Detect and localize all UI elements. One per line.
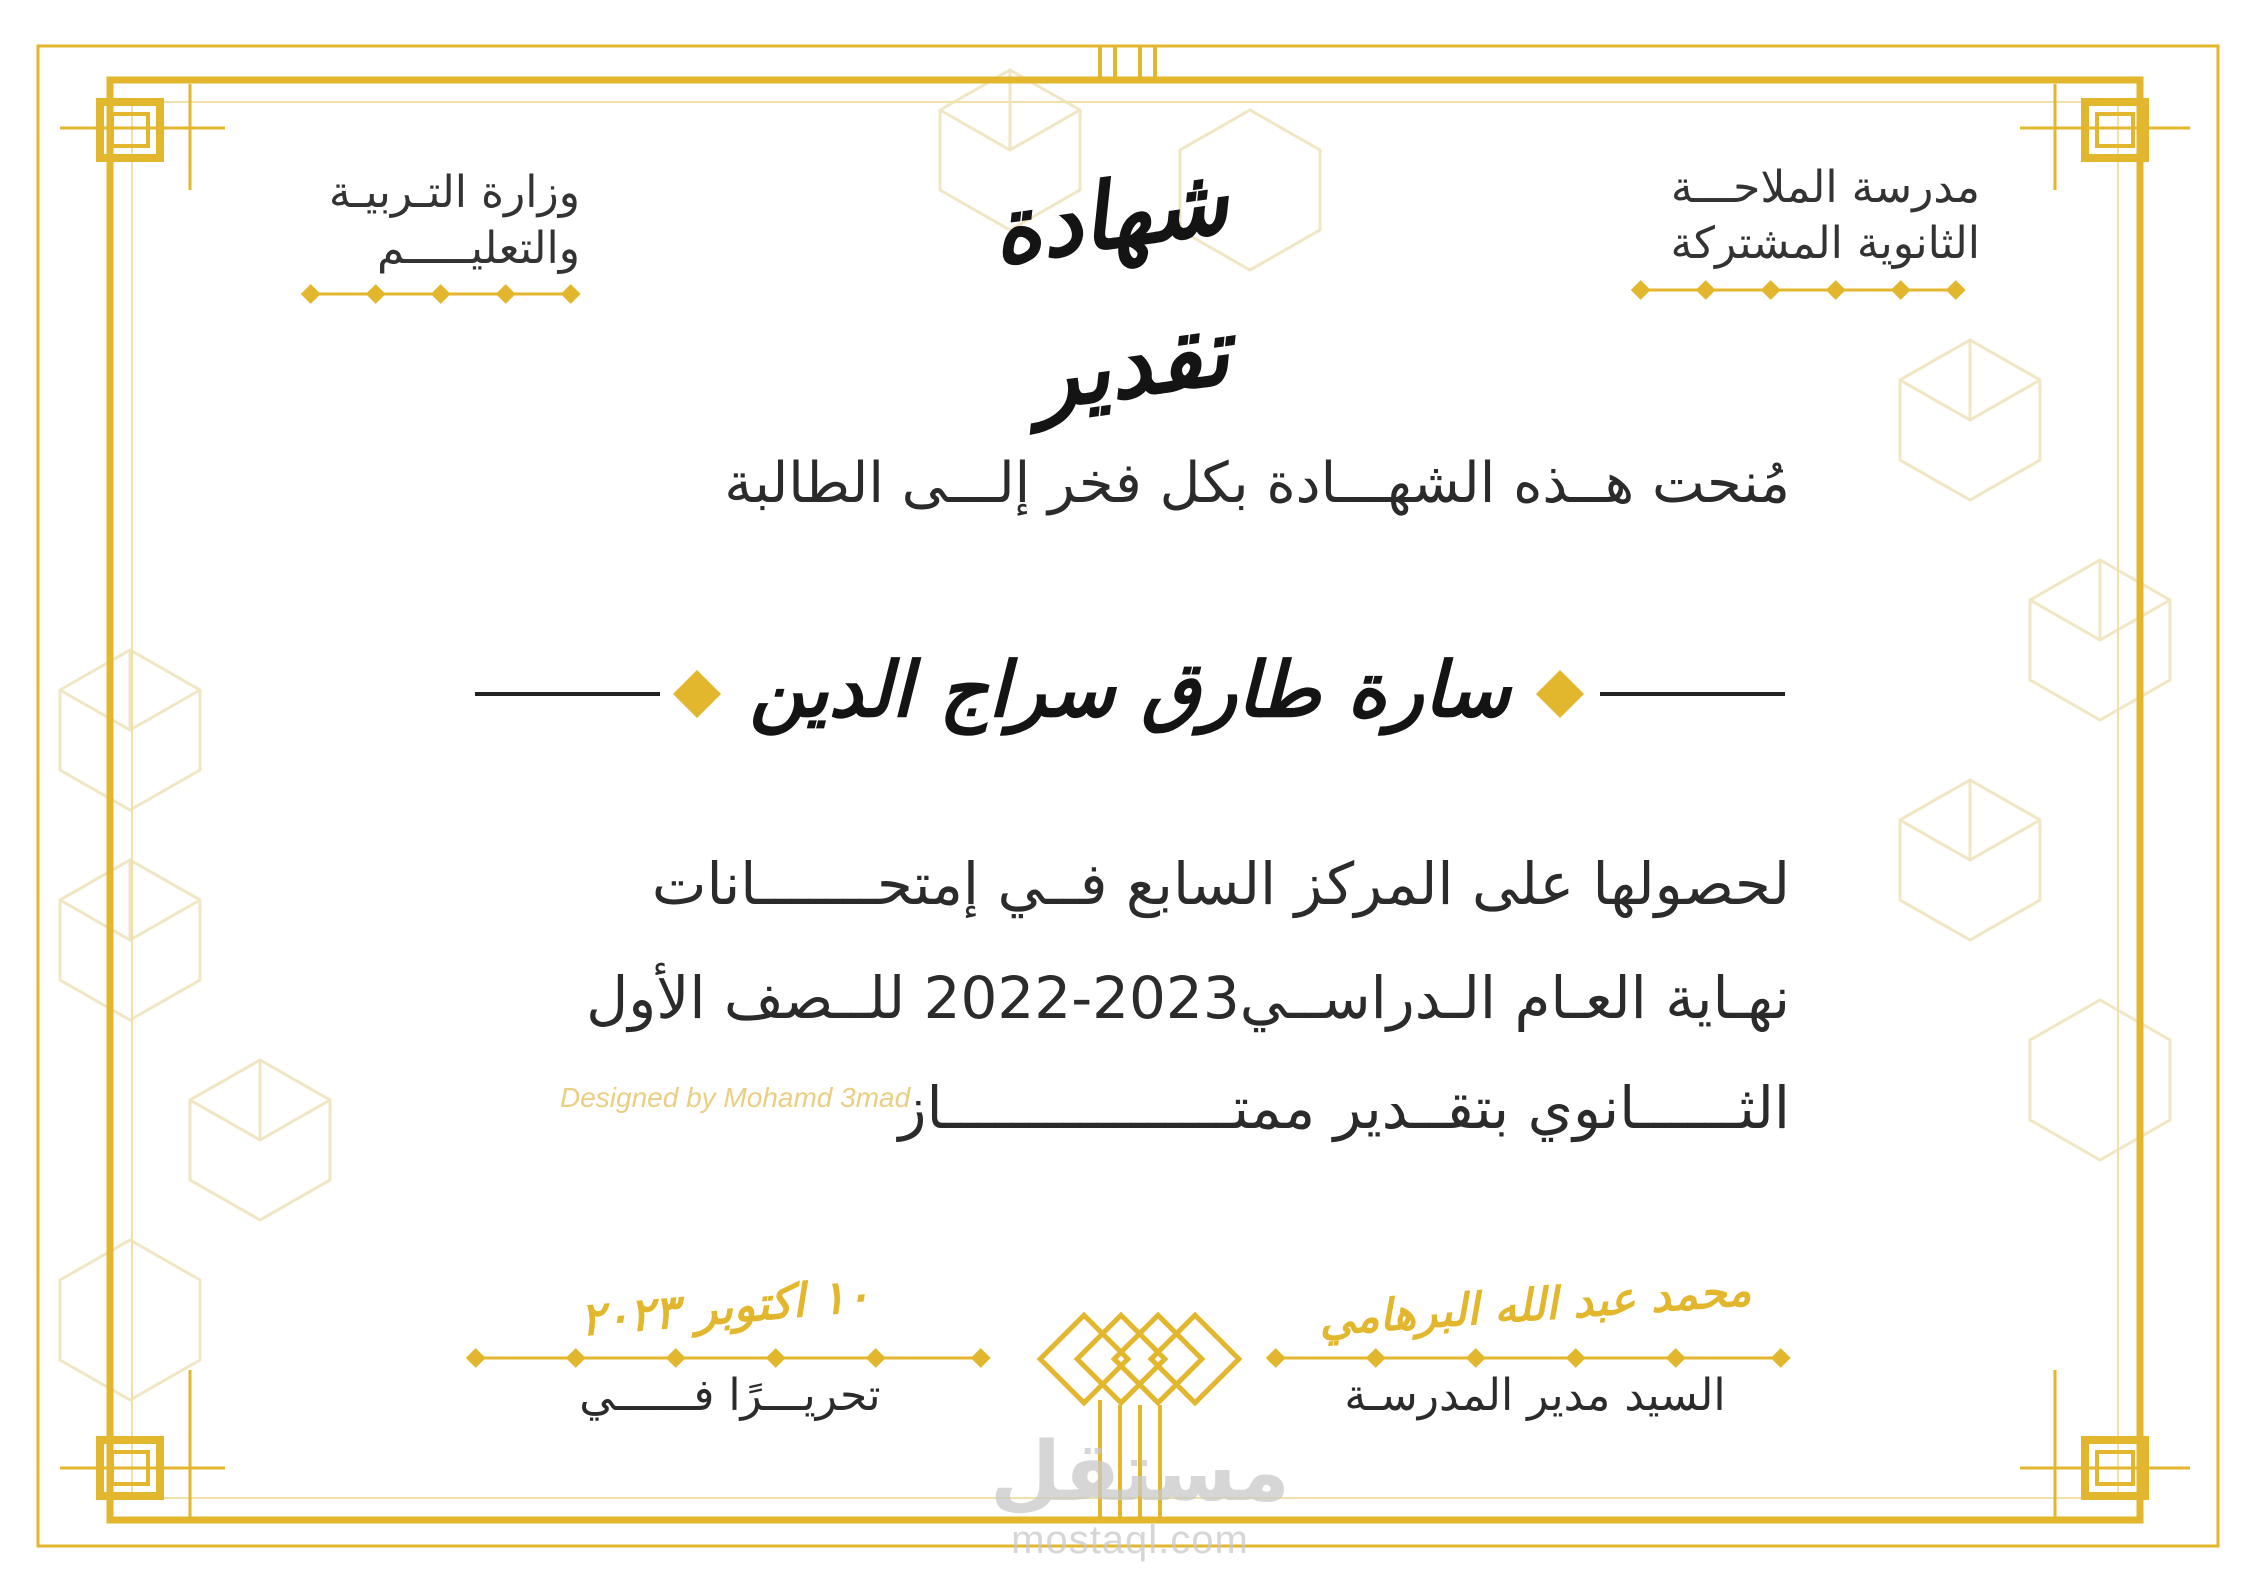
school-dot-rule bbox=[1633, 282, 1964, 298]
principal-title: السيد مدير المدرسـة bbox=[1344, 1370, 1726, 1421]
designer-credit: Designed by Mohamd 3mad bbox=[560, 1082, 911, 1113]
student-name: سارة طارق سراج الدين bbox=[749, 645, 1511, 734]
principal-dot-rule bbox=[1268, 1350, 1789, 1366]
school-name-line1: مدرسة الملاحـــة bbox=[1670, 162, 1980, 213]
principal-signature: محمد عبد الله البرهامي bbox=[1317, 1264, 1753, 1347]
reason-line-2: نهـاية العـام الـدراســي2023-2022 للــصف الأول bbox=[586, 964, 1790, 1032]
ministry-dot-rule bbox=[303, 286, 579, 302]
top-center-accent bbox=[1100, 46, 1155, 80]
date-label: تحريـــرًا فــــــي bbox=[579, 1370, 881, 1421]
reason-line-1: لحصولها على المركز السابع فــي إمتحـــــــانات bbox=[651, 850, 1790, 918]
date-signature: ١٠ اكتوبر ٢٠٢٣ bbox=[577, 1267, 873, 1347]
ministry-name-line2: والتعليـــــم bbox=[377, 223, 580, 274]
school-name-block bbox=[1600, 160, 1980, 272]
ministry-name-block bbox=[290, 165, 580, 277]
watermark-url: mostaql.com bbox=[1011, 1518, 1249, 1562]
school-name-line2: الثانوية المشتركة bbox=[1670, 218, 1980, 269]
watermark-logo: مستقل bbox=[990, 1425, 1290, 1520]
reason-line-3: الثــــــانوي بتقــدير ممتـــــــــــــــــاز bbox=[898, 1074, 1790, 1142]
date-dot-rule bbox=[468, 1350, 989, 1366]
intro-text: مُنحت هــذه الشهـــادة بكل فخر إلـــى الطالبة bbox=[724, 451, 1790, 516]
certificate-title: شهادة تقدير bbox=[984, 145, 1236, 432]
ministry-name-line1: وزارة التـربيـة bbox=[328, 167, 580, 218]
